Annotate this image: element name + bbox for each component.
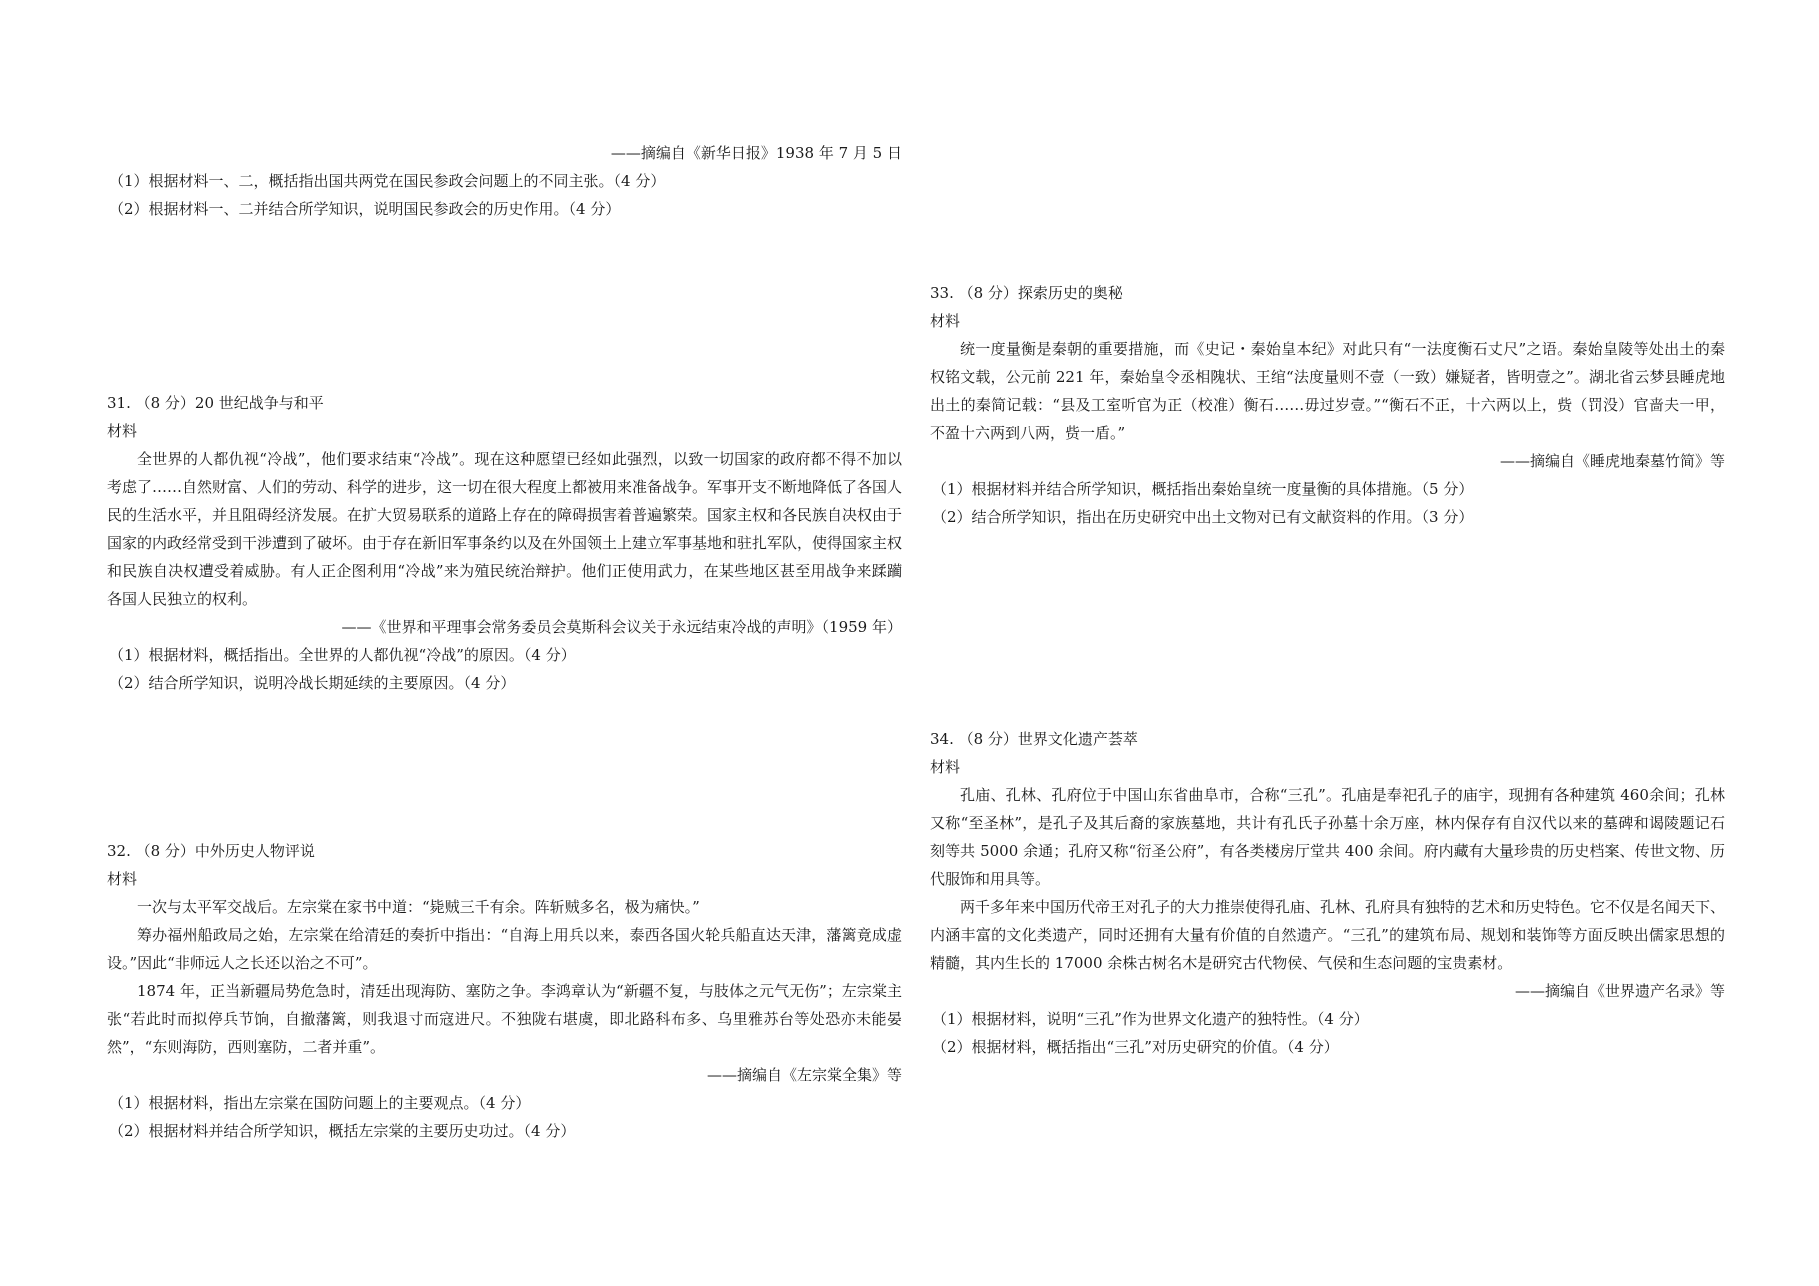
sub-question-2: （2）根据材料一、二并结合所学知识，说明国民参政会的历史作用。（4 分） xyxy=(109,200,621,218)
question-34 xyxy=(930,725,1725,1061)
sub-question-1: （1）根据材料并结合所学知识，概括指出秦始皇统一度量衡的具体措施。（5 分） xyxy=(932,480,1474,498)
question-33 xyxy=(930,279,1725,531)
sub-question-1: （1）根据材料，概括指出。全世界的人都仇视“冷战”的原因。（4 分） xyxy=(109,646,576,664)
material-paragraph: 统一度量衡是秦朝的重要措施，而《史记・秦始皇本纪》对此只有“一法度衡石丈尺”之语。秦始皇陵等处出土的秦权铭文载，公元前 221 年，秦始皇令丞相隗状、王绾“法度量则不壹（一致）嫌疑者，皆明壹之”。湖北省云梦县睡虎地出土的秦简记载：“县及工室听官为正（校准）衡石……毋过岁壹。”“衡石不正，十六两以上，赀（罚没）官啬夫一甲，不盈十六两到八两，赀一盾。” xyxy=(930,340,1725,442)
source-citation: ——摘编自《左宗棠全集》等 xyxy=(706,1066,902,1084)
sub-question-1: （1）根据材料，说明“三孔”作为世界文化遗产的独特性。（4 分） xyxy=(932,1010,1369,1028)
question-heading: 31. （8 分）20 世纪战争与和平 xyxy=(107,394,324,412)
question-heading: 33. （8 分）探索历史的奥秘 xyxy=(930,284,1123,302)
material-paragraph: 全世界的人都仇视“冷战”，他们要求结束“冷战”。现在这种愿望已经如此强烈，以致一切国家的政府都不得不加以考虑了……自然财富、人们的劳动、科学的进步，这一切在很大程度上都被用来准备战争。军事开支不断地降低了各国人民的生活水平，并且阻碍经济发展。在扩大贸易联系的道路上存在的障碍损害着普遍繁荣。国家主权和各民族自决权由于国家的内政经常受到干涉遭到了破坏。由于存在新旧军事条约以及在外国领土上建立军事基地和驻扎军队，使得国家主权和民族自决权遭受着威胁。有人正企图利用“冷战”来为殖民统治辩护。他们正使用武力，在某些地区甚至用战争来蹂躏各国人民独立的权利。 xyxy=(107,450,903,608)
material-label: 材料 xyxy=(930,312,961,330)
question-31 xyxy=(107,389,902,697)
question-heading: 34. （8 分）世界文化遗产荟萃 xyxy=(930,730,1138,748)
question-heading: 32. （8 分）中外历史人物评说 xyxy=(107,842,315,860)
material-paragraph: 一次与太平军交战后。左宗棠在家书中道：“毙贼三千有余。阵斩贼多名，极为痛快。” xyxy=(137,898,700,916)
sub-question-2: （2）结合所学知识，说明冷战长期延续的主要原因。（4 分） xyxy=(109,674,516,692)
sub-question-1: （1）根据材料，指出左宗棠在国防问题上的主要观点。（4 分） xyxy=(109,1094,531,1112)
material-label: 材料 xyxy=(107,422,138,440)
sub-question-2: （2）根据材料，概括指出“三孔”对历史研究的价值。（4 分） xyxy=(932,1038,1339,1056)
sub-question-2: （2）根据材料并结合所学知识，概括左宗棠的主要历史功过。（4 分） xyxy=(109,1122,576,1140)
source-citation: ——摘编自《睡虎地秦墓竹简》等 xyxy=(1499,452,1725,470)
material-paragraph: 两千多年来中国历代帝王对孔子的大力推崇使得孔庙、孔林、孔府具有独特的艺术和历史特色。它不仅是名闻天下、内涵丰富的文化类遗产，同时还拥有大量有价值的自然遗产。“三孔”的建筑布局、规划和装饰等方面反映出儒家思想的精髓，其内生长的 17000 余株古树名木是研究古代物侯、气侯和生态问题的宝贵素材。 xyxy=(930,898,1726,972)
source-citation: ——摘编自《世界遗产名录》等 xyxy=(1514,982,1725,1000)
question-30-tail xyxy=(107,139,902,223)
source-citation: ——《世界和平理事会常务委员会莫斯科会议关于永远结束冷战的声明》（1959 年） xyxy=(341,618,902,636)
sub-question-1: （1）根据材料一、二，概括指出国共两党在国民参政会问题上的不同主张。（4 分） xyxy=(109,172,666,190)
source-citation: ——摘编自《新华日报》1938 年 7 月 5 日 xyxy=(610,144,902,162)
material-label: 材料 xyxy=(930,758,961,776)
material-paragraph: 1874 年，正当新疆局势危急时，清廷出现海防、塞防之争。李鸿章认为“新疆不复，与肢体之元气无伤”；左宗棠主张“若此时而拟停兵节饷，自撤藩篱，则我退寸而寇进尺。不独陇右堪虞，即北路科布多、乌里雅苏台等处恐亦未能晏然”，“东则海防，西则塞防，二者并重”。 xyxy=(107,982,902,1056)
material-paragraph: 孔庙、孔林、孔府位于中国山东省曲阜市，合称“三孔”。孔庙是奉祀孔子的庙宇，现拥有各种建筑 460余间；孔林又称“至圣林”，是孔子及其后裔的家族墓地，共计有孔氏子孙墓十余万座，林内保存有自汉代以来的墓碑和谒陵题记石刻等共 5000 余通；孔府又称“衍圣公府”，有各类楼房厅堂共 400 余间。府内藏有大量珍贵的历史档案、传世文物、历代服饰和用具等。 xyxy=(930,786,1725,888)
sub-question-2: （2）结合所学知识，指出在历史研究中出土文物对已有文献资料的作用。（3 分） xyxy=(932,508,1474,526)
material-paragraph: 筹办福州船政局之始，左宗棠在给清廷的奏折中指出：“自海上用兵以来，泰西各国火轮兵船直达天津，藩篱竟成虚设。”因此“非师远人之长还以治之不可”。 xyxy=(107,926,902,972)
material-label: 材料 xyxy=(107,870,138,888)
question-32 xyxy=(107,837,902,1145)
